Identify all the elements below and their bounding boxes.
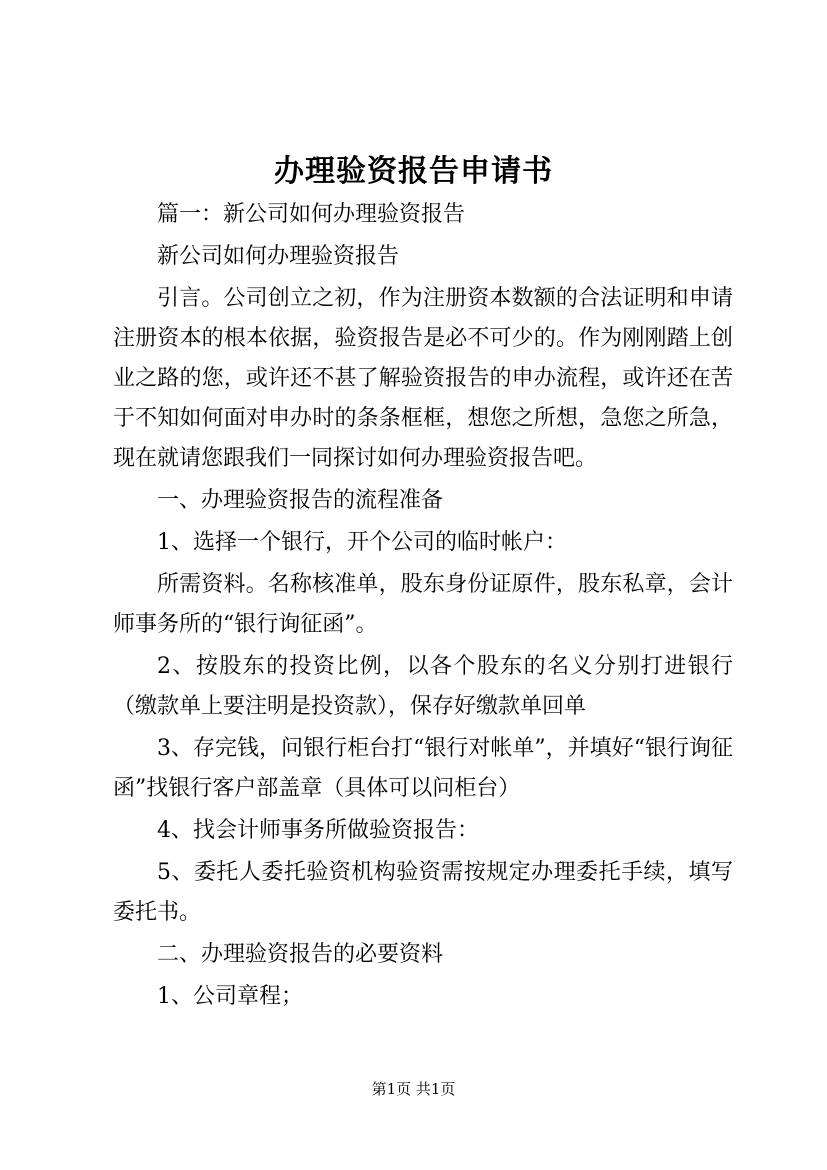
paragraph: 引言。公司创立之初，作为注册资本数额的合法证明和申请注册资本的根本依据，验资报告是必不可少的。作为刚刚踏上创业之路的您，或许还不甚了解验资报告的申办流程，或许还在苦于不知如何面对申办时的条条框框，想您之所想，急您之所急，现在就请您跟我们一同探讨如何办理验资报告吧。 bbox=[113, 286, 733, 471]
page-footer: 第1页 共1页 bbox=[371, 1080, 456, 1098]
document-title: 办理验资报告申请书 bbox=[274, 154, 553, 189]
subheading: 新公司如何办理验资报告 bbox=[157, 244, 400, 269]
list-item: 3、存完钱，问银行柜台打“银行对帐单”，并填好“银行询征函”找银行客户部盖章（具体可以问柜台） bbox=[113, 736, 733, 801]
list-item: 1、选择一个银行，开个公司的临时帐户： bbox=[157, 530, 567, 555]
document-body bbox=[113, 195, 733, 1019]
paragraph: 所需资料。名称核准单，股东身份证原件，股东私章，会计师事务所的“银行询征函”。 bbox=[113, 572, 733, 637]
list-item: 2、按股东的投资比例，以各个股东的名义分别打进银行（缴款单上要注明是投资款），保存好缴款单回单 bbox=[113, 654, 733, 719]
list-item: 5、委托人委托验资机构验资需按规定办理委托手续，填写委托书。 bbox=[113, 860, 733, 925]
section-heading: 一、办理验资报告的流程准备 bbox=[157, 488, 444, 513]
section-heading: 二、办理验资报告的必要资料 bbox=[157, 942, 444, 967]
list-item: 1、公司章程； bbox=[157, 984, 303, 1009]
section-heading: 篇一：新公司如何办理验资报告 bbox=[157, 202, 466, 227]
list-item: 4、找会计师事务所做验资报告： bbox=[157, 818, 479, 843]
